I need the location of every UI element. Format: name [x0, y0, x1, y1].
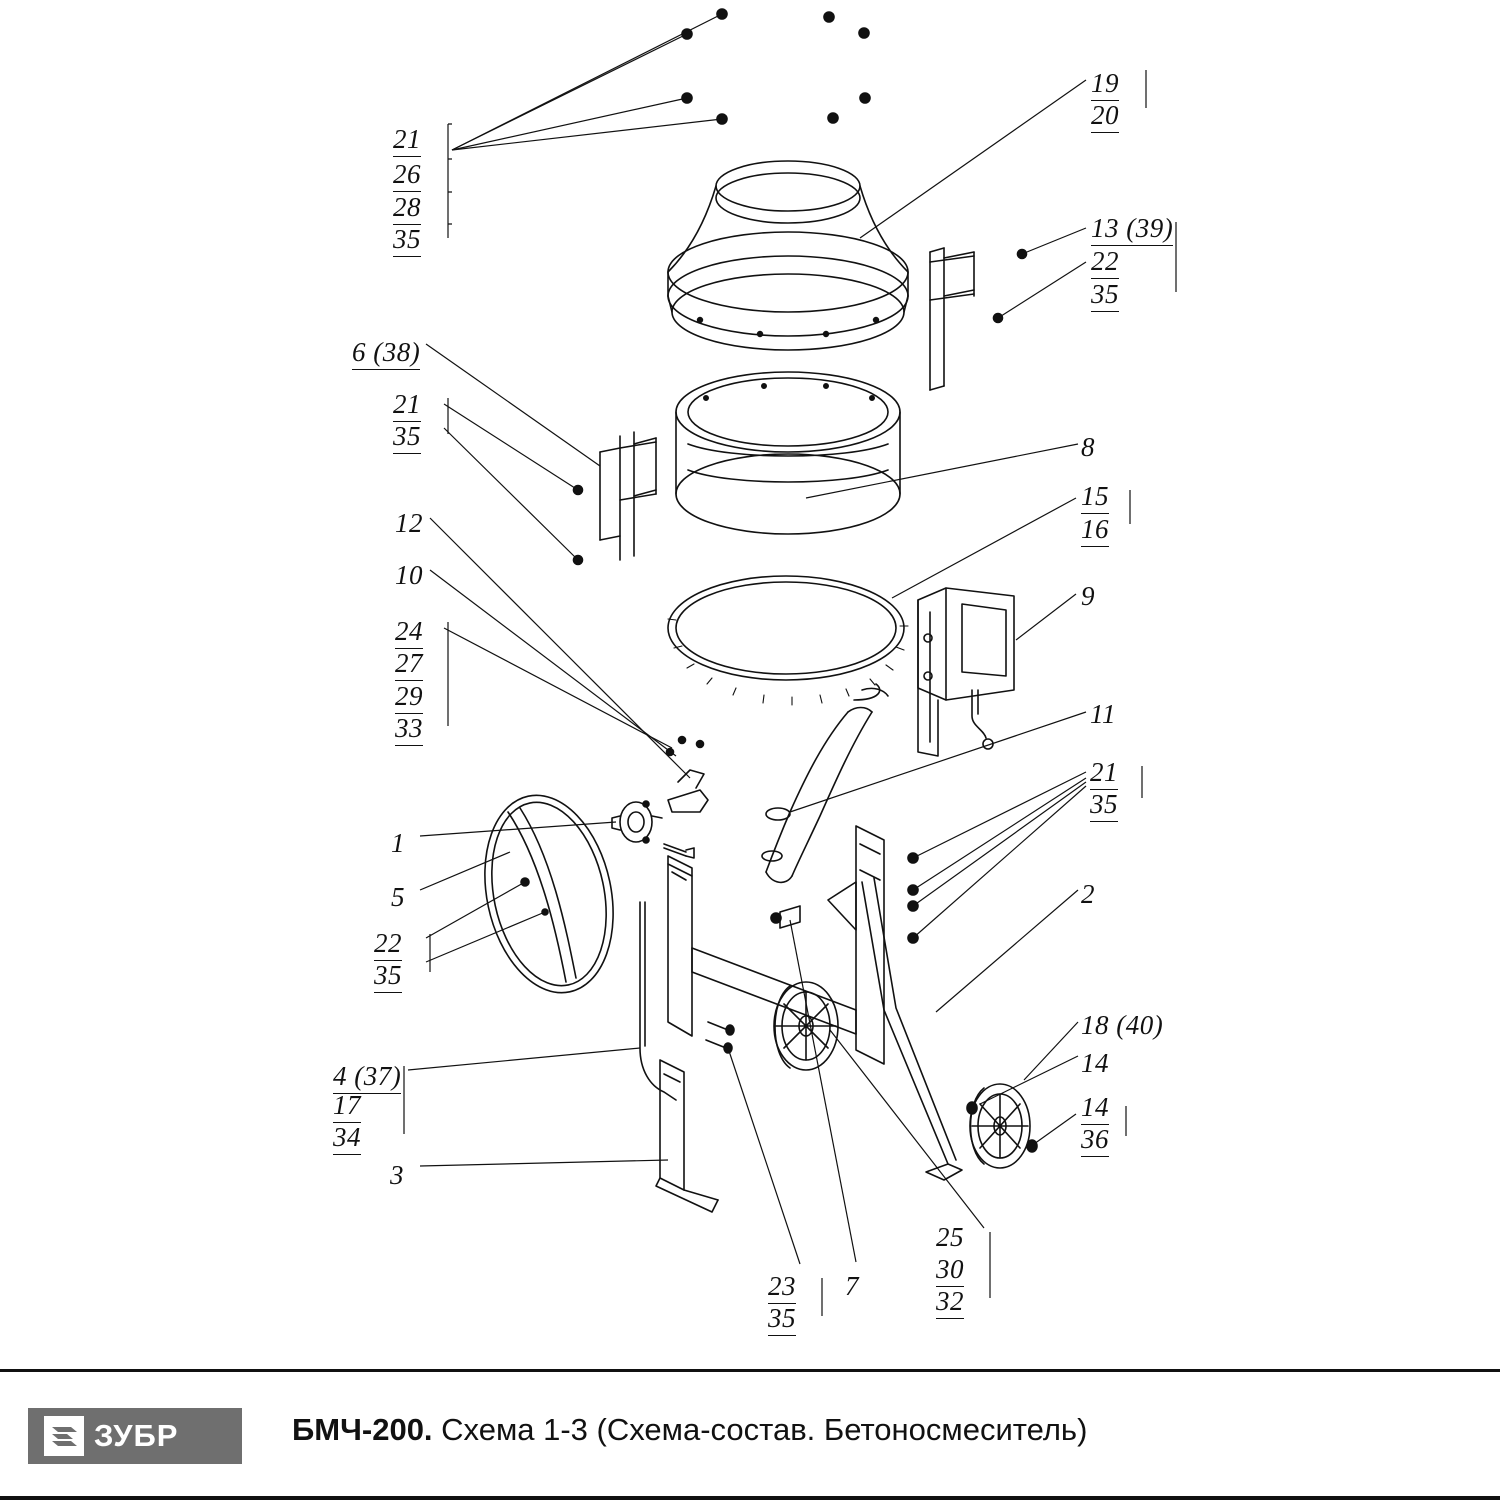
leader-lines — [404, 14, 1176, 1316]
footer-caption — [292, 1412, 1087, 1448]
handwheel — [468, 783, 631, 1004]
callout-17: 17 — [333, 1090, 361, 1123]
callout-26: 26 — [393, 159, 421, 192]
callout-18-40: 18 (40) — [1081, 1010, 1164, 1040]
callout-28: 28 — [393, 192, 421, 225]
hub-hardware — [612, 737, 708, 859]
callout-35-lower: 35 — [374, 960, 402, 993]
callout-25: 25 — [936, 1222, 964, 1252]
callout-27: 27 — [395, 648, 423, 681]
callout-10: 10 — [395, 560, 423, 590]
callout-12: 12 — [395, 508, 423, 538]
model-number: БМЧ-200. — [292, 1412, 433, 1447]
callout-20: 20 — [1091, 100, 1119, 133]
callout-15: 15 — [1081, 481, 1109, 514]
wheel-right — [967, 1084, 1037, 1168]
ring-gear — [668, 576, 908, 705]
callout-30: 30 — [936, 1254, 964, 1287]
callout-7: 7 — [845, 1271, 859, 1301]
arrow-icon — [44, 1416, 84, 1456]
drum-ring-assembly — [676, 372, 900, 534]
cone-collar-assembly — [668, 161, 908, 350]
callout-19: 19 — [1091, 68, 1119, 101]
callout-13-39: 13 (39) — [1091, 213, 1173, 246]
callout-24: 24 — [395, 616, 423, 649]
callout-23: 23 — [768, 1271, 796, 1304]
callout-14-upper: 14 — [1081, 1048, 1109, 1078]
callout-36: 36 — [1081, 1124, 1109, 1157]
footer-divider-top — [0, 1369, 1500, 1372]
callout-8: 8 — [1081, 432, 1095, 462]
fastener-cluster-top — [682, 9, 870, 124]
callout-35-upper: 35 — [1091, 279, 1119, 312]
fastener-cluster-right — [908, 853, 918, 943]
footer-divider-bottom — [0, 1496, 1500, 1500]
brand-name: ЗУБР — [94, 1418, 179, 1453]
motor-assembly — [918, 588, 1014, 756]
arrow-glyph — [49, 1423, 79, 1449]
callout-35-left: 35 — [393, 421, 421, 454]
callout-14-lower: 14 — [1081, 1092, 1109, 1125]
callout-34: 34 — [333, 1122, 361, 1155]
callout-16: 16 — [1081, 514, 1109, 547]
wheel-left — [774, 982, 838, 1070]
callout-35-top: 35 — [393, 224, 421, 257]
handle-bracket-lower — [574, 432, 657, 565]
callout-4-37: 4 (37) — [333, 1061, 401, 1094]
callout-35-bottom: 35 — [768, 1303, 796, 1336]
callout-33: 33 — [395, 713, 423, 746]
callout-9: 9 — [1081, 581, 1095, 611]
callout-5: 5 — [391, 882, 405, 912]
callout-35-right: 35 — [1090, 789, 1118, 822]
callout-2: 2 — [1081, 879, 1095, 909]
scheme-description: Схема 1-3 (Схема-состав. Бетоносмеситель) — [441, 1412, 1088, 1447]
callout-32: 32 — [936, 1286, 964, 1319]
callout-29: 29 — [395, 681, 423, 714]
handle-bracket-upper — [930, 248, 1027, 390]
callout-6-38: 6 (38) — [352, 337, 420, 370]
callout-21-top: 21 — [393, 124, 421, 157]
callout-22-upper: 22 — [1091, 246, 1119, 279]
callout-11: 11 — [1090, 699, 1116, 729]
callout-1: 1 — [391, 828, 405, 858]
bent-tube — [762, 684, 888, 882]
brand-logo — [28, 1408, 242, 1464]
callout-3: 3 — [390, 1160, 404, 1190]
callout-21-left: 21 — [393, 389, 421, 422]
callout-22-lower: 22 — [374, 928, 402, 961]
callout-21-right: 21 — [1090, 757, 1118, 790]
